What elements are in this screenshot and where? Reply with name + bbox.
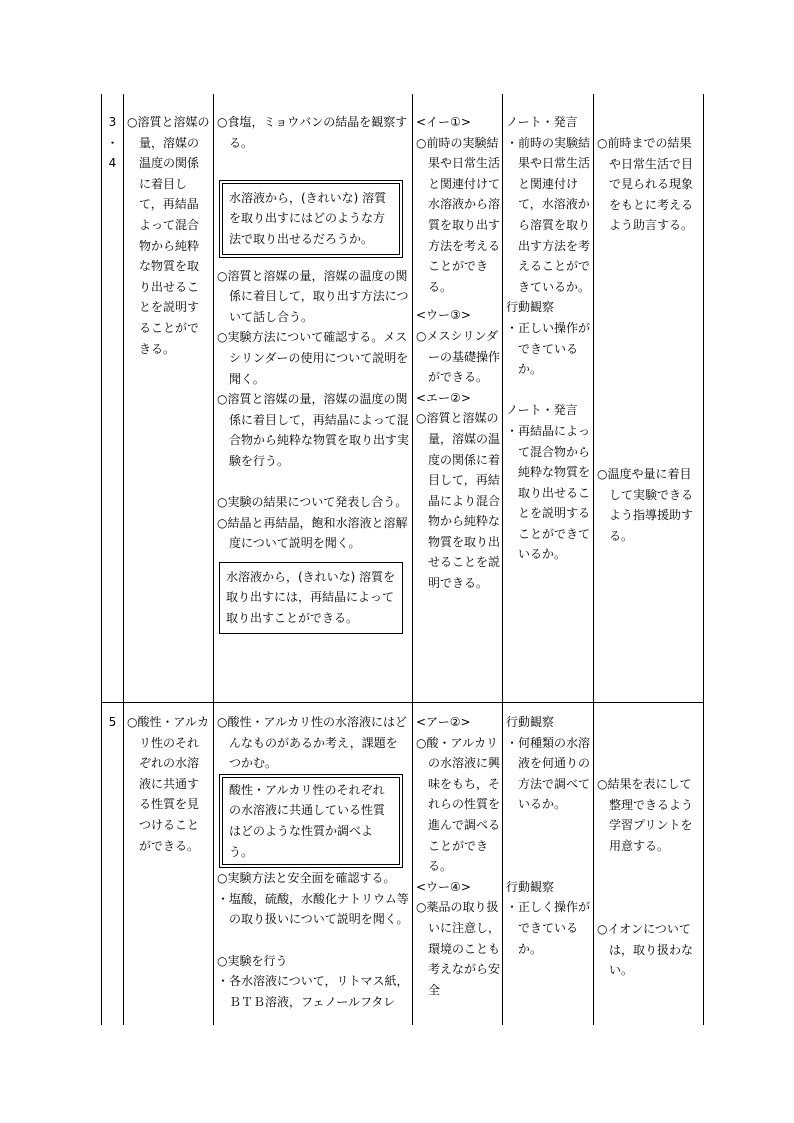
question-box (219, 180, 403, 258)
activity-item: ○酸性・アルカリ性の水溶液にはどんなものがあるか考え，課題をつかむ。 (217, 715, 407, 771)
method-cell (506, 712, 591, 959)
support-cell (597, 919, 700, 981)
activity-item: ○実験方法と安全面を確認する。 (217, 871, 396, 886)
evaluation-code: <イー①> (416, 115, 471, 129)
column-divider (123, 94, 124, 1025)
goal-cell (127, 712, 210, 856)
evaluation-code: <エー②> (416, 390, 471, 405)
evaluation-code: <ウー③> (416, 308, 471, 323)
activity-item: ・塩酸，硫酸，水酸化ナトリウム等の取り扱いについて説明を聞く。 (217, 891, 409, 927)
method-heading: ノート・発言 (506, 403, 578, 418)
column-divider (213, 94, 214, 1025)
activities-cell (217, 112, 409, 634)
support-text: ○イオンについては，取り扱わない。 (597, 922, 694, 978)
method-text: ・正しい操作ができているか。 (506, 320, 591, 377)
activity-item: ○結晶と再結晶，飽和水溶液と溶解度について説明を聞く。 (217, 515, 408, 551)
question-text: 水溶液から，(きれいな) 溶質を取り出すにはどのような方法で取り出せるだろうか。 (222, 183, 400, 255)
question-box (219, 774, 403, 868)
goal-text: ○溶質と溶媒の量，溶媒の温度の関係に着目して，再結晶よって混合物から純粋な物質を取り出せることを説明することができる。 (127, 115, 210, 356)
goal-cell (127, 112, 210, 359)
column-divider (502, 94, 503, 1025)
method-cell (506, 112, 591, 565)
support-cell (597, 774, 700, 856)
method-text: ・正しく操作ができているか。 (506, 900, 591, 956)
lesson-number: 3 ・ 4 (106, 115, 119, 171)
evaluation-cell (416, 112, 500, 594)
evaluation-criterion: ○酸・アルカリの水溶液に興味をもち，それらの性質を進んで調べることができる。 (416, 735, 500, 874)
column-divider (412, 94, 413, 1025)
activity-item: ・各水溶液について，リトマス紙，ＢＴＢ溶液，フェノールフタレ (217, 974, 409, 1009)
method-heading: 行動観察 (506, 300, 555, 315)
support-text: ○温度や量に着目して実験できるよう指導援助する。 (597, 467, 694, 543)
evaluation-criterion: ○溶質と溶媒の量，溶媒の温度の関係に着目して，再結晶により混合物から純粋な物質を取り出せることを説明できる。 (416, 411, 501, 591)
question-text: 酸性・アルカリ性のそれぞれの水溶液に共通している性質はどのような性質か調べよう。 (222, 777, 400, 865)
method-heading: 行動観察 (506, 879, 555, 894)
activities-cell (217, 712, 409, 1024)
activity-item: ○実験を行う (217, 953, 288, 968)
answer-box: 水溶液から，(きれいな) 溶質を取り出すには，再結晶によって取り出すことができる。 (219, 562, 403, 634)
method-heading: ノート・発言 (506, 115, 578, 129)
table-border-left (101, 94, 102, 1025)
evaluation-criterion: ○メスシリンダーの基礎操作ができる。 (416, 328, 501, 385)
row-divider (101, 702, 704, 703)
method-text: ・何種類の水溶液を何通りの方法で調べているか。 (506, 735, 591, 812)
evaluation-code: <ウー④> (416, 879, 471, 894)
activity-item: ○食塩，ミョウバンの結晶を観察する。 (217, 115, 408, 150)
support-cell (597, 133, 700, 236)
table-border-right (703, 94, 704, 1025)
activity-item: ○実験の結果について発表し合う。 (217, 495, 408, 510)
support-text: ○結果を表にして整理できるよう学習プリントを用意する。 (597, 777, 694, 853)
evaluation-criterion: ○薬品の取り扱いに注意し，環境のことも考えながら安全 (416, 900, 500, 997)
activity-item: ○溶質と溶媒の量，溶媒の温度の関係に着目して，取り出す方法について話し合う。 (217, 268, 409, 324)
activity-item: ○実験方法について確認する。メスシリンダーの使用について説明を聞く。 (217, 330, 409, 386)
method-text: ・前時の実験結果や日常生活と関連付けて，水溶液から溶質を取り出す方法を考えることができているか。 (506, 135, 591, 294)
evaluation-code: <アー②> (416, 715, 471, 729)
evaluation-criterion: ○前時の実験結果や日常生活と関連付けて水溶液から溶質を取り出す方法を考えることができる。 (416, 135, 501, 294)
support-text: ○前時までの結果や日常生活で目で見られる現象をもとに考えるよう助言する。 (597, 136, 694, 233)
goal-text: ○酸性・アルカリ性のそれぞれの水溶液に共通する性質を見つけることができる。 (127, 715, 209, 853)
evaluation-cell (416, 712, 500, 1024)
method-text: ・再結晶によって混合物から純粋な物質を取り出せることを説明することができているか。 (506, 423, 591, 562)
activity-item: ○溶質と溶媒の量，溶媒の温度の関係に着目して，再結晶によって混合物から純粋な物質を取り出す実験を行う。 (217, 392, 410, 468)
column-divider (593, 94, 594, 1025)
support-cell (597, 464, 700, 546)
lesson-number: 5 (108, 715, 117, 729)
method-heading: 行動観察 (506, 715, 555, 729)
